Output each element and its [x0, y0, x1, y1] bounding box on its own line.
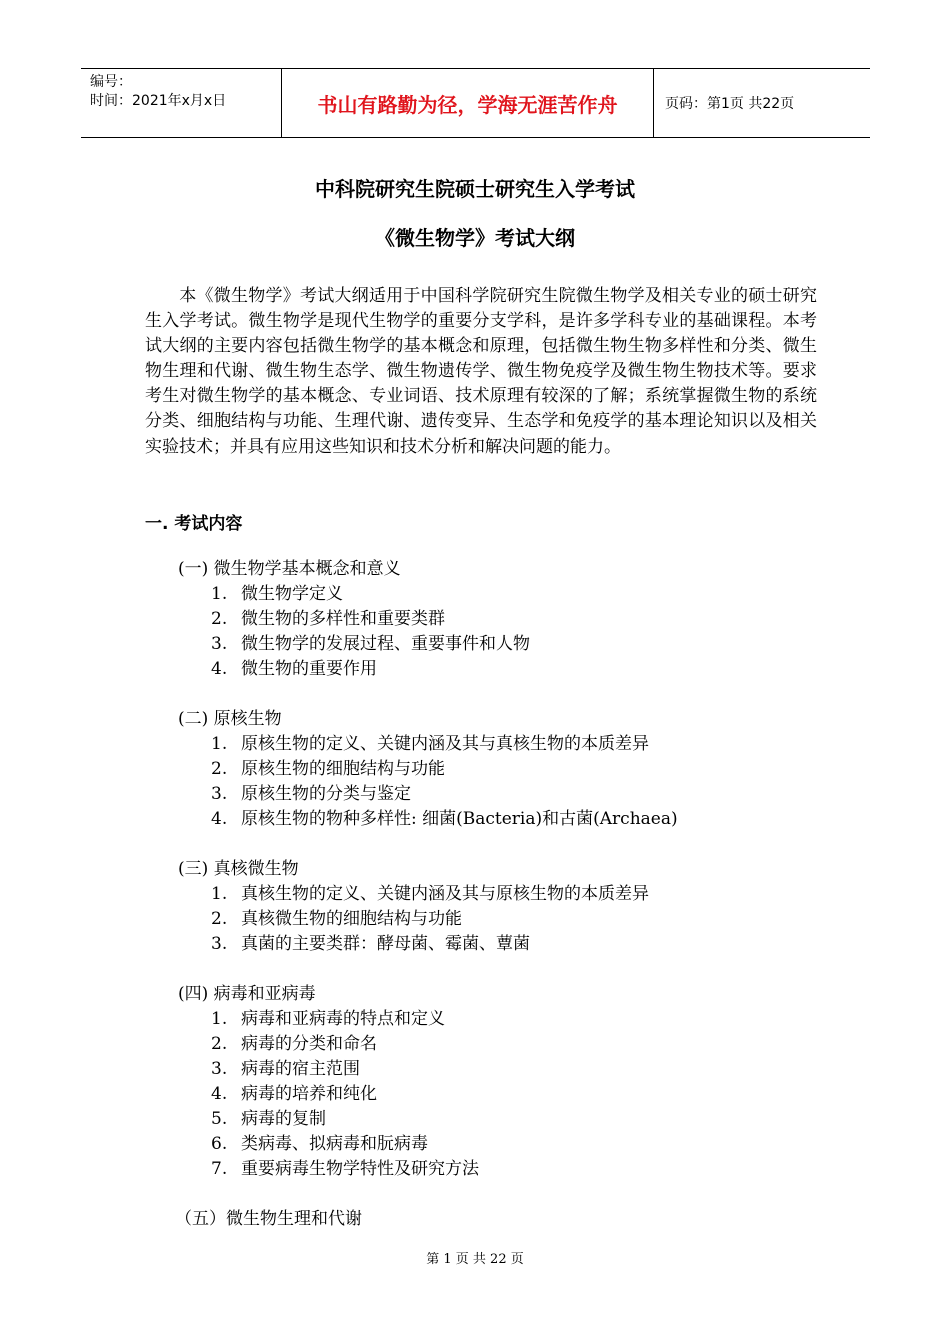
- item-number: 1.: [211, 1009, 228, 1029]
- item-text: 原核生物的细胞结构与功能: [241, 759, 445, 779]
- list-item: [178, 757, 678, 782]
- item-text: 微生物的重要作用: [241, 659, 377, 679]
- list-item: [178, 1032, 479, 1057]
- item-text: 病毒的宿主范围: [241, 1059, 360, 1079]
- item-number: 3.: [211, 1059, 228, 1079]
- item-text: 原核生物的物种多样性: 细菌(Bacteria)和古菌(Archaea): [241, 809, 678, 829]
- item-text: 病毒的复制: [241, 1109, 326, 1129]
- document-subtitle: 《微生物学》考试大纲: [375, 226, 575, 250]
- header-motto: 书山有路勤为径，学海无涯苦作舟: [282, 69, 654, 137]
- item-number: 4.: [211, 659, 228, 679]
- item-number: 3.: [211, 784, 228, 804]
- group-title: (三) 真核微生物: [178, 859, 299, 879]
- item-text: 病毒和亚病毒的特点和定义: [241, 1009, 445, 1029]
- item-number: 5.: [211, 1109, 228, 1129]
- list-item: [178, 882, 649, 907]
- item-number: 4.: [211, 1084, 228, 1104]
- group-list: [178, 732, 678, 832]
- item-number: 7.: [211, 1159, 228, 1179]
- item-text: 微生物的多样性和重要类群: [241, 609, 445, 629]
- group-list: [178, 582, 530, 682]
- item-text: 病毒的培养和纯化: [241, 1084, 377, 1104]
- header-meta-cell: [81, 69, 282, 137]
- item-number: 1.: [211, 884, 228, 904]
- list-item: [178, 907, 649, 932]
- list-item: [178, 1057, 479, 1082]
- list-item: [178, 1157, 479, 1182]
- item-text: 真核生物的定义、关键内涵及其与原核生物的本质差异: [241, 884, 649, 904]
- content-group: [175, 1207, 362, 1232]
- group-list: [178, 1007, 479, 1182]
- content-group: [178, 982, 479, 1182]
- serial-label: 编号：: [90, 74, 132, 90]
- list-item: [178, 1082, 479, 1107]
- content-group: [178, 557, 530, 682]
- intro-paragraph: [145, 284, 817, 460]
- item-number: 2.: [211, 759, 228, 779]
- list-item: [178, 807, 678, 832]
- item-number: 3.: [211, 634, 228, 654]
- item-number: 4.: [211, 809, 228, 829]
- intro-text: 本《微生物学》考试大纲适用于中国科学院研究生院微生物学及相关专业的硕士研究生入学考试。微生物学是现代生物学的重要分支学科，是许多学科专业的基础课程。本考试大纲的主要内容包括微生物学的基本概念和原理，包括微生物生物多样性和分类、微生物生理和代谢、微生物生态学、微生物遗传学、微生物免疫学及微生物生物技术等。要求考生对微生物学的基本概念、专业词语、技术原理有较深的了解；系统掌握微生物的系统分类、细胞结构与功能、生理代谢、遗传变异、生态学和免疫学的基本理论知识以及相关实验技术；并具有应用这些知识和技术分析和解决问题的能力。: [145, 286, 817, 457]
- content-group: [178, 707, 678, 832]
- item-number: 6.: [211, 1134, 228, 1154]
- list-item: [178, 1007, 479, 1032]
- item-number: 3.: [211, 934, 228, 954]
- item-text: 类病毒、拟病毒和朊病毒: [241, 1134, 428, 1154]
- item-text: 微生物学定义: [241, 584, 343, 604]
- list-item: [178, 632, 530, 657]
- item-text: 原核生物的分类与鉴定: [241, 784, 411, 804]
- group-title: (一) 微生物学基本概念和意义: [178, 559, 401, 579]
- item-number: 2.: [211, 609, 228, 629]
- group-title: (四) 病毒和亚病毒: [178, 984, 316, 1004]
- list-item: [178, 732, 678, 757]
- group-list: [178, 882, 649, 957]
- list-item: [178, 1107, 479, 1132]
- item-text: 病毒的分类和命名: [241, 1034, 377, 1054]
- item-text: 真菌的主要类群：酵母菌、霉菌、蕈菌: [241, 934, 530, 954]
- item-number: 2.: [211, 1034, 228, 1054]
- section-heading: 一. 考试内容: [145, 514, 243, 534]
- item-number: 2.: [211, 909, 228, 929]
- item-number: 1.: [211, 734, 228, 754]
- group-title: （五）微生物生理和代谢: [175, 1209, 362, 1229]
- document-title: 中科院研究生院硕士研究生入学考试: [315, 177, 635, 201]
- page-footer: 第 1 页 共 22 页: [426, 1252, 524, 1267]
- list-item: [178, 1132, 479, 1157]
- list-item: [178, 657, 530, 682]
- item-text: 真核微生物的细胞结构与功能: [241, 909, 462, 929]
- group-title: (二) 原核生物: [178, 709, 282, 729]
- list-item: [178, 607, 530, 632]
- list-item: [178, 582, 530, 607]
- list-item: [178, 932, 649, 957]
- item-number: 1.: [211, 584, 228, 604]
- item-text: 原核生物的定义、关键内涵及其与真核生物的本质差异: [241, 734, 649, 754]
- time-label: 时间：2021年x月x日: [90, 93, 227, 109]
- item-text: 重要病毒生物学特性及研究方法: [241, 1159, 479, 1179]
- content-group: [178, 857, 649, 957]
- header-page-info: 页码：第1页 共22页: [665, 96, 795, 112]
- list-item: [178, 782, 678, 807]
- header-table: [81, 68, 870, 138]
- item-text: 微生物学的发展过程、重要事件和人物: [241, 634, 530, 654]
